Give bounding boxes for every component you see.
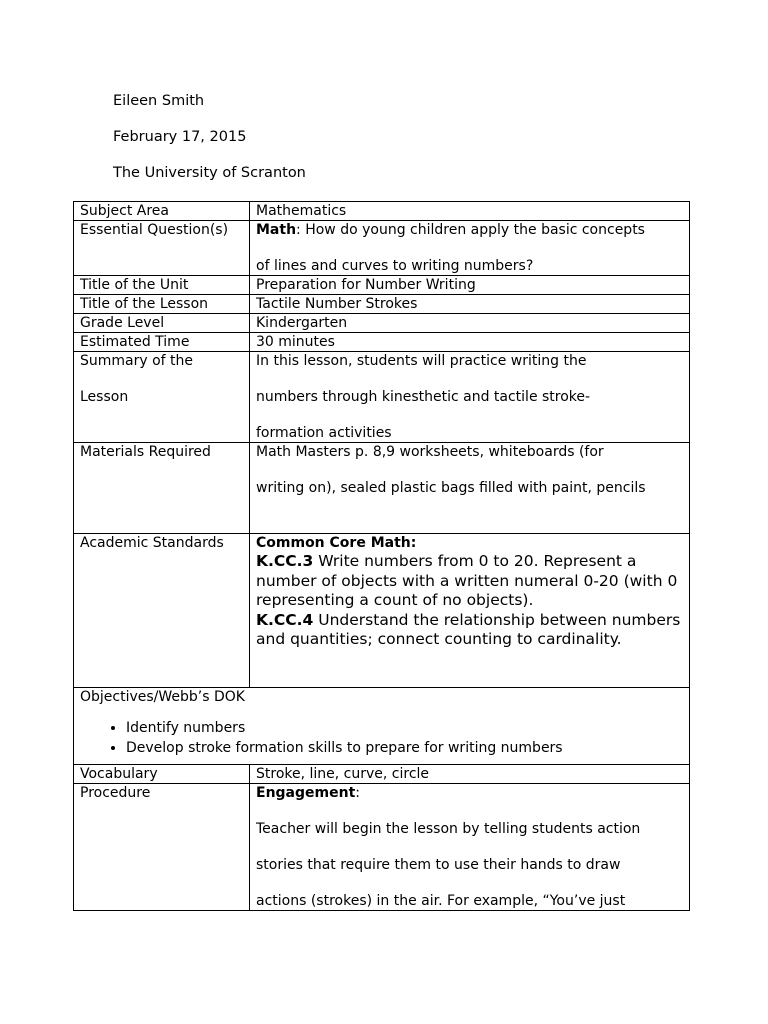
row-value: Preparation for Number Writing [250, 276, 690, 295]
standard-text: Write numbers from 0 to 20. Represent a number of objects with a written numeral 0-20 (with 0 representing a count of no objects). [256, 552, 678, 609]
row-label: Grade Level [74, 314, 250, 333]
row-label: Procedure [74, 784, 250, 911]
row-label: Title of the Lesson [74, 295, 250, 314]
row-value [250, 534, 690, 688]
procedure-colon: : [355, 785, 360, 801]
row-label: Materials Required [74, 443, 250, 534]
list-item: • Identify numbers [126, 718, 689, 738]
standard-code: K.CC.4 [256, 610, 314, 629]
row-label: Vocabulary [74, 765, 250, 784]
procedure-line: Teacher will begin the lesson by telling students action [256, 821, 641, 837]
row-label [74, 352, 250, 443]
row-label: Title of the Unit [74, 276, 250, 295]
objectives-list [80, 718, 689, 758]
standard-k-cc-4 [256, 611, 689, 650]
table-row [74, 276, 690, 295]
row-label: Essential Question(s) [74, 221, 250, 276]
summary-line: In this lesson, students will practice writing the [256, 353, 587, 369]
row-label: Subject Area [74, 202, 250, 221]
institution-name: The University of Scranton [113, 165, 306, 181]
procedure-line: actions (strokes) in the air. For example, “You’ve just [256, 893, 626, 909]
row-value: Tactile Number Strokes [250, 295, 690, 314]
procedure-line: stories that require them to use their hands to draw [256, 857, 621, 873]
table-row [74, 688, 690, 765]
row-value: Kindergarten [250, 314, 690, 333]
row-value [250, 443, 690, 534]
standard-k-cc-3 [256, 552, 689, 611]
table-row [74, 352, 690, 443]
lesson-plan-table [73, 201, 690, 911]
table-row [74, 443, 690, 534]
summary-line: numbers through kinesthetic and tactile stroke- [256, 389, 591, 405]
table-row [74, 333, 690, 352]
author-name: Eileen Smith [113, 93, 205, 109]
row-value: 30 minutes [250, 333, 690, 352]
lesson-date: February 17, 2015 [113, 129, 247, 145]
table-row [74, 295, 690, 314]
table-row [74, 314, 690, 333]
row-label: Objectives/Webb’s DOK [80, 689, 245, 705]
table-row [74, 765, 690, 784]
objectives-cell [74, 688, 690, 765]
row-label: Estimated Time [74, 333, 250, 352]
table-row [74, 784, 690, 911]
row-label-line: Summary of the [80, 353, 194, 369]
row-value [250, 784, 690, 911]
question-text: of lines and curves to writing numbers? [256, 258, 534, 274]
list-item: • Develop stroke formation skills to prepare for writing numbers [126, 738, 689, 758]
materials-line: writing on), sealed plastic bags filled with paint, pencils [256, 480, 646, 496]
materials-line: Math Masters p. 8,9 worksheets, whiteboards (for [256, 444, 604, 460]
standard-text: Understand the relationship between numbers and quantities; connect counting to cardinality. [256, 610, 681, 648]
table-row [74, 202, 690, 221]
row-label: Academic Standards [74, 534, 250, 688]
standards-heading: Common Core Math: [256, 535, 417, 551]
table-row [74, 221, 690, 276]
row-value: Mathematics [250, 202, 690, 221]
summary-line: formation activities [256, 425, 392, 441]
row-value: Stroke, line, curve, circle [250, 765, 690, 784]
standard-code: K.CC.3 [256, 552, 314, 570]
question-text: : How do young children apply the basic concepts [296, 222, 645, 238]
row-value [250, 352, 690, 443]
table-row [74, 534, 690, 688]
subject-prefix: Math [256, 222, 297, 238]
row-label-line: Lesson [80, 389, 129, 405]
procedure-heading: Engagement [256, 785, 356, 801]
row-value [250, 221, 690, 276]
